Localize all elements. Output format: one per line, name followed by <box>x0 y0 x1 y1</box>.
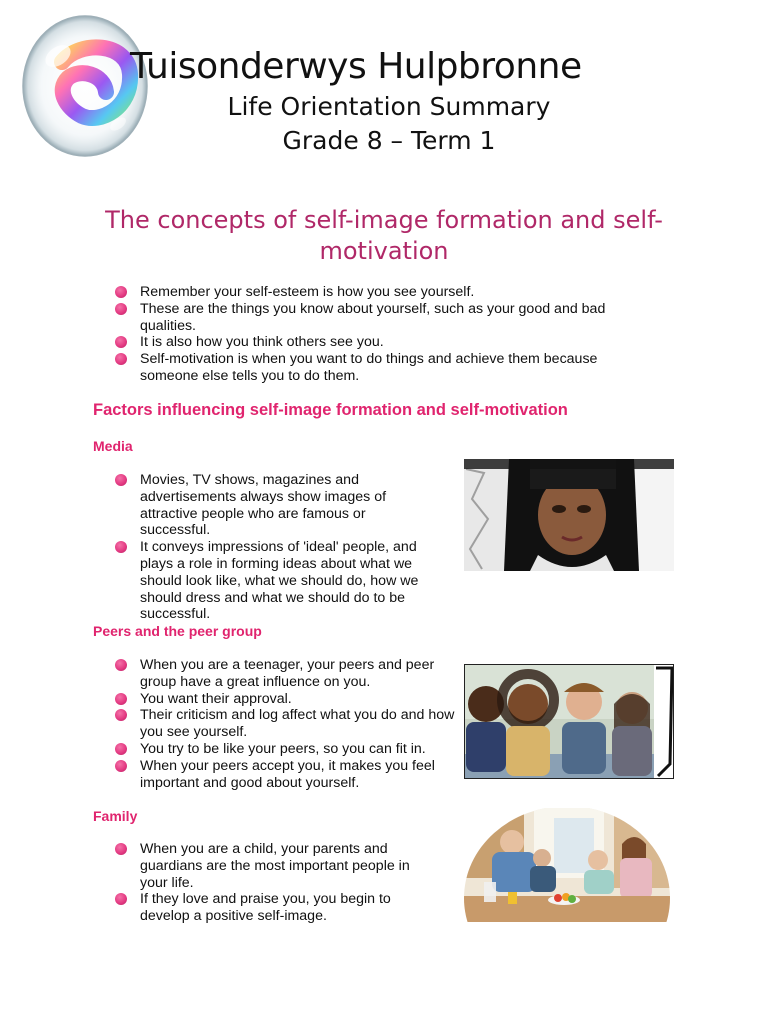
list-item: Their criticism and log affect what you do and how you see yourself. <box>115 707 455 741</box>
peer-group-image <box>464 664 674 779</box>
list-item: You try to be like your peers, so you can fit in. <box>115 741 455 758</box>
bullet-dot-icon <box>115 843 127 855</box>
bullet-dot-icon <box>115 743 127 755</box>
list-item: When your peers accept you, it makes you feel important and good about yourself. <box>115 758 440 792</box>
family-meal-image <box>464 808 670 922</box>
bullet-dot-icon <box>115 659 127 671</box>
list-item: Movies, TV shows, magazines and advertisements always show images of attractive people who are famous or successful. <box>115 472 436 539</box>
document-subtitle: Life Orientation Summary <box>227 92 551 121</box>
list-item: When you are a child, your parents and guardians are the most important people in your life. <box>115 841 435 891</box>
list-item: It conveys impressions of 'ideal' people, and plays a role in forming ideas about what we should look like, what we should do, how we should dress and what we should do to be successful. <box>115 539 655 623</box>
grade-term-label: Grade 8 – Term 1 <box>282 126 496 155</box>
main-heading: The concepts of self-image formation and self-motivation <box>105 206 663 265</box>
bullet-dot-icon <box>115 893 127 905</box>
bullet-dot-icon <box>115 693 127 705</box>
bullet-dot-icon <box>115 760 127 772</box>
list-item: You want their approval. <box>115 691 455 708</box>
factors-heading: Factors influencing self-image formation and self-motivation <box>93 401 568 419</box>
list-item: When you are a teenager, your peers and peer group have a great influence on you. <box>115 657 440 691</box>
list-item: It is also how you think others see you. <box>115 334 655 351</box>
list-item: If they love and praise you, you begin to develop a positive self-image. <box>115 891 435 925</box>
intro-bullet-list <box>115 284 655 385</box>
media-heading: Media <box>93 438 133 454</box>
list-item: Remember your self-esteem is how you see yourself. <box>115 284 655 301</box>
bullet-dot-icon <box>115 353 127 365</box>
family-bullet-list <box>115 841 435 925</box>
bullet-dot-icon <box>115 541 127 553</box>
bullet-dot-icon <box>115 709 127 721</box>
magazine-cover-image <box>464 459 674 571</box>
bullet-dot-icon <box>115 303 127 315</box>
peers-bullet-list <box>115 657 455 791</box>
peers-heading: Peers and the peer group <box>93 623 262 639</box>
bullet-dot-icon <box>115 286 127 298</box>
list-item: These are the things you know about yourself, such as your good and bad qualities. <box>115 301 655 335</box>
bullet-dot-icon <box>115 336 127 348</box>
list-item: Self-motivation is when you want to do things and achieve them because someone else tells you to do them. <box>115 351 655 385</box>
brand-title: Tuisonderwys Hulpbronne <box>130 46 582 87</box>
family-heading: Family <box>93 808 138 824</box>
bullet-dot-icon <box>115 474 127 486</box>
